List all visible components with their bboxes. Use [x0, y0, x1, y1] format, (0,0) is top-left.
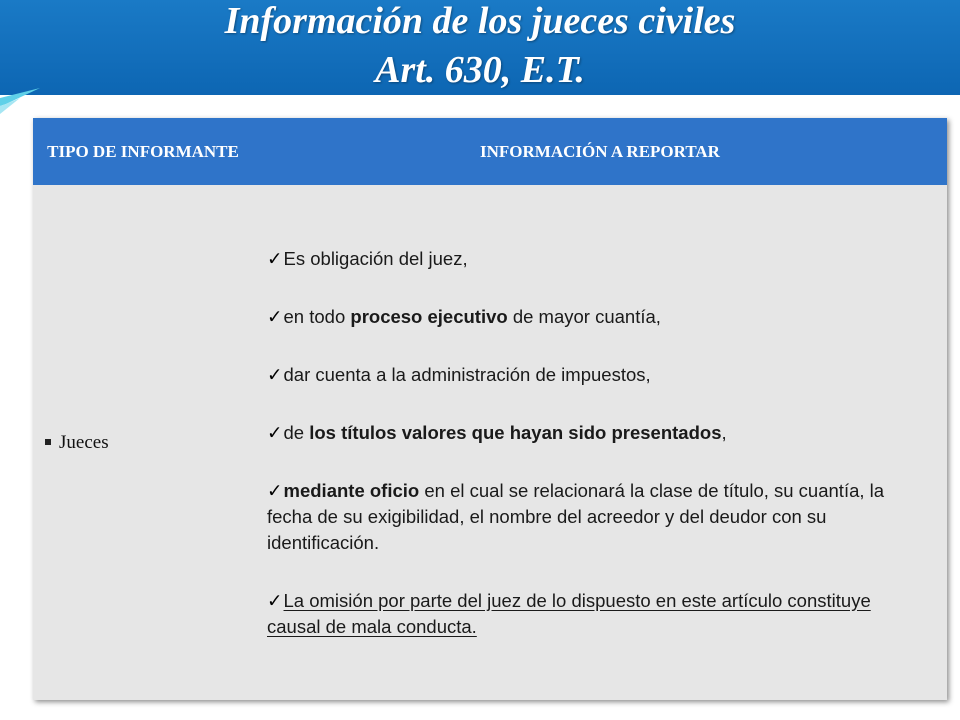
info-list — [267, 246, 919, 640]
list-item-text: mediante oficio — [283, 479, 420, 501]
table-header-row — [33, 118, 947, 185]
title-banner — [0, 0, 960, 95]
list-item — [267, 304, 919, 330]
type-cell — [33, 185, 253, 700]
square-bullet-icon — [45, 439, 51, 445]
list-item-text: los títulos valores que hayan sido presentados — [309, 421, 722, 443]
list-item-text: en todo — [283, 305, 351, 327]
check-icon: ✓ — [267, 305, 283, 327]
table-row — [33, 185, 947, 700]
info-table — [33, 118, 947, 700]
ribbon-decoration — [0, 88, 44, 116]
list-item-text: , — [721, 421, 727, 443]
check-icon: ✓ — [267, 479, 283, 501]
page-subtitle: Art. 630, E.T. — [375, 49, 585, 91]
check-icon: ✓ — [267, 589, 283, 611]
informant-type: Jueces — [59, 431, 109, 453]
list-item-text: en el cual se relacionará la clase de título, su cuantía, la fecha de su exigibilidad, el nombre del acreedor y del deudor con su identificación. — [267, 479, 885, 553]
check-icon: ✓ — [267, 421, 283, 443]
list-item — [267, 588, 919, 640]
list-item-text: de mayor cuantía, — [507, 305, 661, 327]
list-item — [267, 362, 919, 388]
check-icon: ✓ — [267, 247, 283, 269]
info-cell — [253, 185, 947, 700]
list-item — [267, 246, 919, 272]
list-item — [267, 420, 919, 446]
list-item-text: dar cuenta a la administración de impuestos, — [283, 363, 651, 385]
page-title: Información de los jueces civiles — [224, 0, 736, 42]
list-item-text: Es obligación del juez, — [283, 247, 468, 269]
list-item-text: proceso ejecutivo — [350, 305, 508, 327]
column-header-info: INFORMACIÓN A REPORTAR — [253, 118, 947, 185]
list-item-text: de — [283, 421, 310, 443]
list-item-text: La omisión por parte del juez de lo dispuesto en este artículo constituye causal de mala conducta. — [267, 589, 871, 637]
check-icon: ✓ — [267, 363, 283, 385]
list-item — [267, 478, 919, 556]
column-header-type: TIPO DE INFORMANTE — [33, 118, 253, 185]
